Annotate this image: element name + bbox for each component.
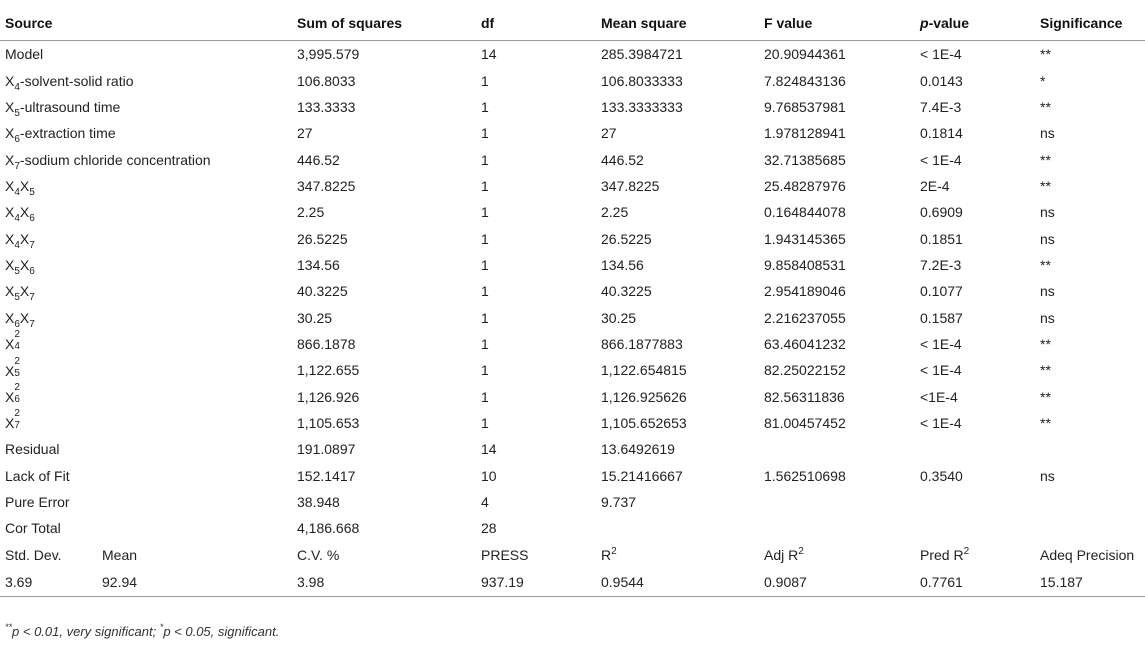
source-base: X (5, 336, 15, 353)
stats-label: C.V. % (297, 546, 340, 563)
cell-p: <1E-4 (920, 388, 958, 405)
cell-f: 9.858408531 (764, 256, 846, 273)
cell-p: 0.1851 (920, 230, 963, 247)
cell-p: 0.1814 (920, 125, 963, 142)
source-sub-2: 6 (29, 265, 35, 277)
cell-df: 1 (481, 125, 489, 142)
cell-sig: ns (1040, 125, 1055, 142)
table-row (0, 67, 1145, 93)
cell-ms: 40.3225 (601, 283, 652, 300)
source-base-2: X (19, 283, 30, 300)
cell-p: 0.1077 (920, 283, 963, 300)
table-body (0, 41, 1145, 597)
cell-sig: ** (1040, 335, 1051, 352)
source-sub-2: 6 (29, 213, 35, 225)
table-row (0, 383, 1145, 409)
source-base: X (5, 389, 15, 406)
source-base-2: X (19, 204, 30, 221)
cell-f (759, 515, 915, 541)
cell-ms: 26.5225 (601, 230, 652, 247)
source-cell (0, 489, 292, 515)
stats-label: PRESS (481, 546, 529, 563)
source-base-2: X (19, 309, 30, 326)
source-base-2: X (19, 177, 30, 194)
cell-ss: 1,122.655 (297, 362, 360, 379)
source-cell (0, 173, 292, 199)
cell-sig: ns (1040, 204, 1055, 221)
source-base-2: X (19, 230, 30, 247)
source-base: X (5, 204, 15, 221)
cell-ss: 152.1417 (297, 467, 356, 484)
cell-df: 1 (481, 177, 489, 194)
source-cell (0, 252, 292, 278)
cell-p: 0.0143 (920, 72, 963, 89)
cell-ss: 26.5225 (297, 230, 348, 247)
header-sum-of-squares: Sum of squares (297, 15, 403, 31)
cell-ms: 1,126.925626 (601, 388, 687, 405)
table-row (0, 41, 1145, 68)
cell-sig: ** (1040, 256, 1051, 273)
cell-sig: ** (1040, 388, 1051, 405)
source-base: Pure Error (5, 494, 70, 511)
source-sub: 5 (14, 107, 20, 119)
source-sub: 4 (14, 239, 20, 251)
cell-f: 1.978128941 (764, 125, 846, 142)
cell-df: 1 (481, 283, 489, 300)
source-cell (0, 94, 292, 120)
stats-label-cell (292, 542, 476, 568)
cell-df: 14 (481, 441, 497, 458)
source-cell (0, 278, 292, 304)
table-row (0, 278, 1145, 304)
header-row (0, 6, 1145, 41)
table-row (0, 357, 1145, 383)
header-df: df (481, 15, 495, 31)
source-base: X (5, 283, 15, 300)
cell-sig: ** (1040, 151, 1051, 168)
source-sub-sup (14, 355, 24, 379)
cell-df: 1 (481, 151, 489, 168)
cell-df: 1 (481, 414, 489, 431)
cell-f (759, 489, 915, 515)
cell-df: 1 (481, 230, 489, 247)
cell-df: 1 (481, 204, 489, 221)
source-base: X (5, 309, 15, 326)
cell-ms: 9.737 (601, 494, 637, 511)
anova-table (0, 6, 1145, 597)
cell-f: 82.25022152 (764, 362, 846, 379)
stats-value: 937.19 (476, 568, 596, 597)
stats-value-row (0, 568, 1145, 597)
source-cell (0, 304, 292, 330)
source-sub: 7 (14, 420, 20, 432)
source-sub: 5 (14, 265, 20, 277)
source-sup: 2 (14, 408, 20, 420)
cell-df: 14 (481, 46, 497, 63)
cell-sig (1035, 489, 1145, 515)
stats-label: R (601, 546, 612, 563)
cell-p (915, 515, 1035, 541)
source-sup: 2 (14, 355, 20, 367)
table-row (0, 331, 1145, 357)
cell-df: 4 (481, 494, 489, 511)
stats-label: Adeq Precision (1040, 546, 1135, 563)
source-cell (0, 331, 292, 357)
cell-f: 0.164844078 (764, 204, 846, 221)
source-base: Cor Total (5, 520, 61, 537)
cell-f (759, 436, 915, 462)
cell-f: 1.562510698 (764, 467, 846, 484)
source-base: X (5, 125, 15, 142)
source-cell (0, 463, 292, 489)
cell-sig: ns (1040, 230, 1055, 247)
source-sub-sup (14, 408, 24, 432)
stats-label: Std. Dev. (5, 546, 62, 563)
table-row (0, 173, 1145, 199)
cell-p: 7.4E-3 (920, 98, 962, 115)
cell-f: 32.71385685 (764, 151, 846, 168)
cell-f: 82.56311836 (764, 388, 845, 405)
cell-sig: ** (1040, 46, 1051, 63)
source-base: X (5, 151, 15, 168)
table-row (0, 489, 1145, 515)
source-rest: -sodium chloride concentration (19, 151, 211, 168)
stats-label-cell (476, 542, 596, 568)
cell-p: 0.3540 (920, 467, 963, 484)
cell-sig: * (1040, 72, 1046, 89)
table-row (0, 410, 1145, 436)
source-cell (0, 410, 292, 436)
footnote: **p < 0.01, very significant; *p < 0.05, significant. (5, 622, 280, 639)
cell-ms: 106.8033333 (601, 72, 683, 89)
source-base: Lack of Fit (5, 467, 70, 484)
stats-value: 92.94 (97, 568, 292, 597)
cell-p: < 1E-4 (920, 46, 962, 63)
stats-value: 0.9544 (596, 568, 759, 597)
cell-ss: 866.1878 (297, 335, 356, 352)
cell-f: 7.824843136 (764, 72, 846, 89)
stats-value: 0.9087 (759, 568, 915, 597)
source-cell (0, 225, 292, 251)
cell-ms (596, 515, 759, 541)
stats-label-cell (1035, 542, 1145, 568)
cell-f: 25.48287976 (764, 177, 846, 194)
cell-df: 1 (481, 256, 489, 273)
source-rest: -ultrasound time (19, 98, 121, 115)
stats-value: 15.187 (1035, 568, 1145, 597)
source-cell (0, 383, 292, 409)
cell-f: 1.943145365 (764, 230, 846, 247)
table-row (0, 199, 1145, 225)
cell-p (915, 436, 1035, 462)
cell-p: 0.6909 (920, 204, 963, 221)
source-base: Residual (5, 441, 60, 458)
cell-ms: 446.52 (601, 151, 644, 168)
cell-ss: 133.3333 (297, 98, 356, 115)
stats-value: 3.98 (292, 568, 476, 597)
cell-ss: 2.25 (297, 204, 325, 221)
cell-f: 2.954189046 (764, 283, 846, 300)
cell-ms: 1,105.652653 (601, 414, 687, 431)
cell-ms: 134.56 (601, 256, 644, 273)
cell-df: 1 (481, 335, 489, 352)
cell-p: 0.1587 (920, 309, 963, 326)
stats-value: 0.7761 (915, 568, 1035, 597)
source-base: X (5, 230, 15, 247)
stats-label: Pred R (920, 546, 964, 563)
stats-label: Mean (102, 546, 138, 563)
source-cell (0, 199, 292, 225)
header-p-value: p-value (920, 15, 970, 31)
stats-label-cell (97, 542, 292, 568)
stats-label-row (0, 542, 1145, 568)
cell-f: 9.768537981 (764, 98, 846, 115)
source-sub: 6 (14, 394, 20, 406)
source-cell (0, 41, 292, 68)
cell-df: 1 (481, 362, 489, 379)
source-sub-2: 7 (29, 239, 35, 251)
cell-ss: 446.52 (297, 151, 340, 168)
cell-ss: 1,126.926 (297, 388, 360, 405)
cell-p: 7.2E-3 (920, 256, 962, 273)
table-row (0, 515, 1145, 541)
cell-ss: 347.8225 (297, 177, 356, 194)
cell-df: 1 (481, 72, 489, 89)
cell-f: 2.216237055 (764, 309, 846, 326)
cell-ms: 13.6492619 (601, 441, 675, 458)
source-sup: 2 (14, 329, 20, 341)
cell-ss: 38.948 (297, 494, 340, 511)
cell-p: 2E-4 (920, 177, 950, 194)
source-base: X (5, 72, 15, 89)
source-base: X (5, 256, 15, 273)
cell-df: 1 (481, 98, 489, 115)
stats-label-cell (0, 542, 97, 568)
cell-ms: 30.25 (601, 309, 637, 326)
source-cell (0, 120, 292, 146)
cell-ss: 40.3225 (297, 283, 348, 300)
source-sub: 4 (14, 341, 20, 353)
cell-p: < 1E-4 (920, 362, 962, 379)
source-base: Model (5, 46, 44, 63)
cell-df: 28 (481, 520, 497, 537)
cell-ms: 1,122.654815 (601, 362, 687, 379)
source-sub: 7 (14, 160, 20, 172)
header-significance: Significance (1040, 15, 1123, 31)
source-rest: -extraction time (19, 125, 116, 142)
source-base-2: X (19, 256, 30, 273)
cell-df: 10 (481, 467, 497, 484)
source-sub-2: 7 (29, 318, 35, 330)
cell-ss: 191.0897 (297, 441, 356, 458)
cell-sig: ns (1040, 283, 1055, 300)
stats-label-sup: 2 (611, 545, 617, 557)
source-sub: 4 (14, 213, 20, 225)
cell-ss: 134.56 (297, 256, 340, 273)
cell-ms: 347.8225 (601, 177, 660, 194)
source-sup: 2 (14, 382, 20, 394)
cell-ss: 3,995.579 (297, 46, 360, 63)
cell-f: 20.90944361 (764, 46, 846, 63)
header-source: Source (5, 15, 53, 31)
cell-p: < 1E-4 (920, 335, 962, 352)
source-base: X (5, 362, 15, 379)
cell-sig: ** (1040, 414, 1051, 431)
stats-label-cell (915, 542, 1035, 568)
cell-ms: 27 (601, 125, 617, 142)
table-row (0, 120, 1145, 146)
table-row (0, 252, 1145, 278)
table-row (0, 94, 1145, 120)
cell-ss: 30.25 (297, 309, 333, 326)
stats-label-sup: 2 (963, 545, 970, 557)
stats-label: Adj R (764, 546, 799, 563)
source-cell (0, 67, 292, 93)
cell-ms: 15.21416667 (601, 467, 683, 484)
cell-f: 63.46041232 (764, 335, 846, 352)
source-base: X (5, 98, 15, 115)
source-sub-2: 5 (29, 186, 35, 198)
source-sub-sup (14, 382, 24, 406)
cell-p: < 1E-4 (920, 151, 962, 168)
table-row (0, 225, 1145, 251)
stats-value: 3.69 (0, 568, 97, 597)
cell-ss: 1,105.653 (297, 414, 360, 431)
cell-df: 1 (481, 388, 489, 405)
source-sub: 4 (14, 186, 20, 198)
source-base: X (5, 177, 15, 194)
stats-label-sup: 2 (798, 545, 804, 557)
source-sub: 6 (14, 134, 20, 146)
source-rest: -solvent-solid ratio (19, 72, 134, 89)
cell-sig: ns (1040, 309, 1055, 326)
table-row (0, 146, 1145, 172)
source-sub: 5 (14, 292, 20, 304)
stats-label-cell (596, 542, 759, 568)
cell-p: < 1E-4 (920, 414, 962, 431)
header-f-value: F value (764, 15, 813, 31)
source-cell (0, 436, 292, 462)
cell-sig: ns (1040, 467, 1055, 484)
cell-ss: 4,186.668 (297, 520, 360, 537)
cell-df: 1 (481, 309, 489, 326)
stats-label-cell (759, 542, 915, 568)
cell-sig (1035, 515, 1145, 541)
cell-ms: 133.3333333 (601, 98, 683, 115)
source-sub: 4 (14, 81, 20, 93)
cell-sig: ** (1040, 362, 1051, 379)
cell-ms: 2.25 (601, 204, 629, 221)
cell-ms: 866.1877883 (601, 335, 683, 352)
table-row (0, 304, 1145, 330)
cell-ms: 285.3984721 (601, 46, 683, 63)
source-sub: 5 (14, 367, 20, 379)
source-cell (0, 515, 292, 541)
table-row (0, 463, 1145, 489)
cell-sig: ** (1040, 98, 1051, 115)
header-mean-square: Mean square (601, 15, 687, 31)
source-cell (0, 357, 292, 383)
cell-sig: ** (1040, 177, 1051, 194)
source-base: X (5, 415, 15, 432)
source-cell (0, 146, 292, 172)
table-row (0, 436, 1145, 462)
source-sub-2: 7 (29, 292, 35, 304)
cell-p (915, 489, 1035, 515)
source-sub-sup (14, 329, 24, 353)
cell-sig (1035, 436, 1145, 462)
cell-f: 81.00457452 (764, 414, 846, 431)
source-sub: 6 (14, 318, 20, 330)
cell-ss: 106.8033 (297, 72, 356, 89)
cell-ss: 27 (297, 125, 313, 142)
